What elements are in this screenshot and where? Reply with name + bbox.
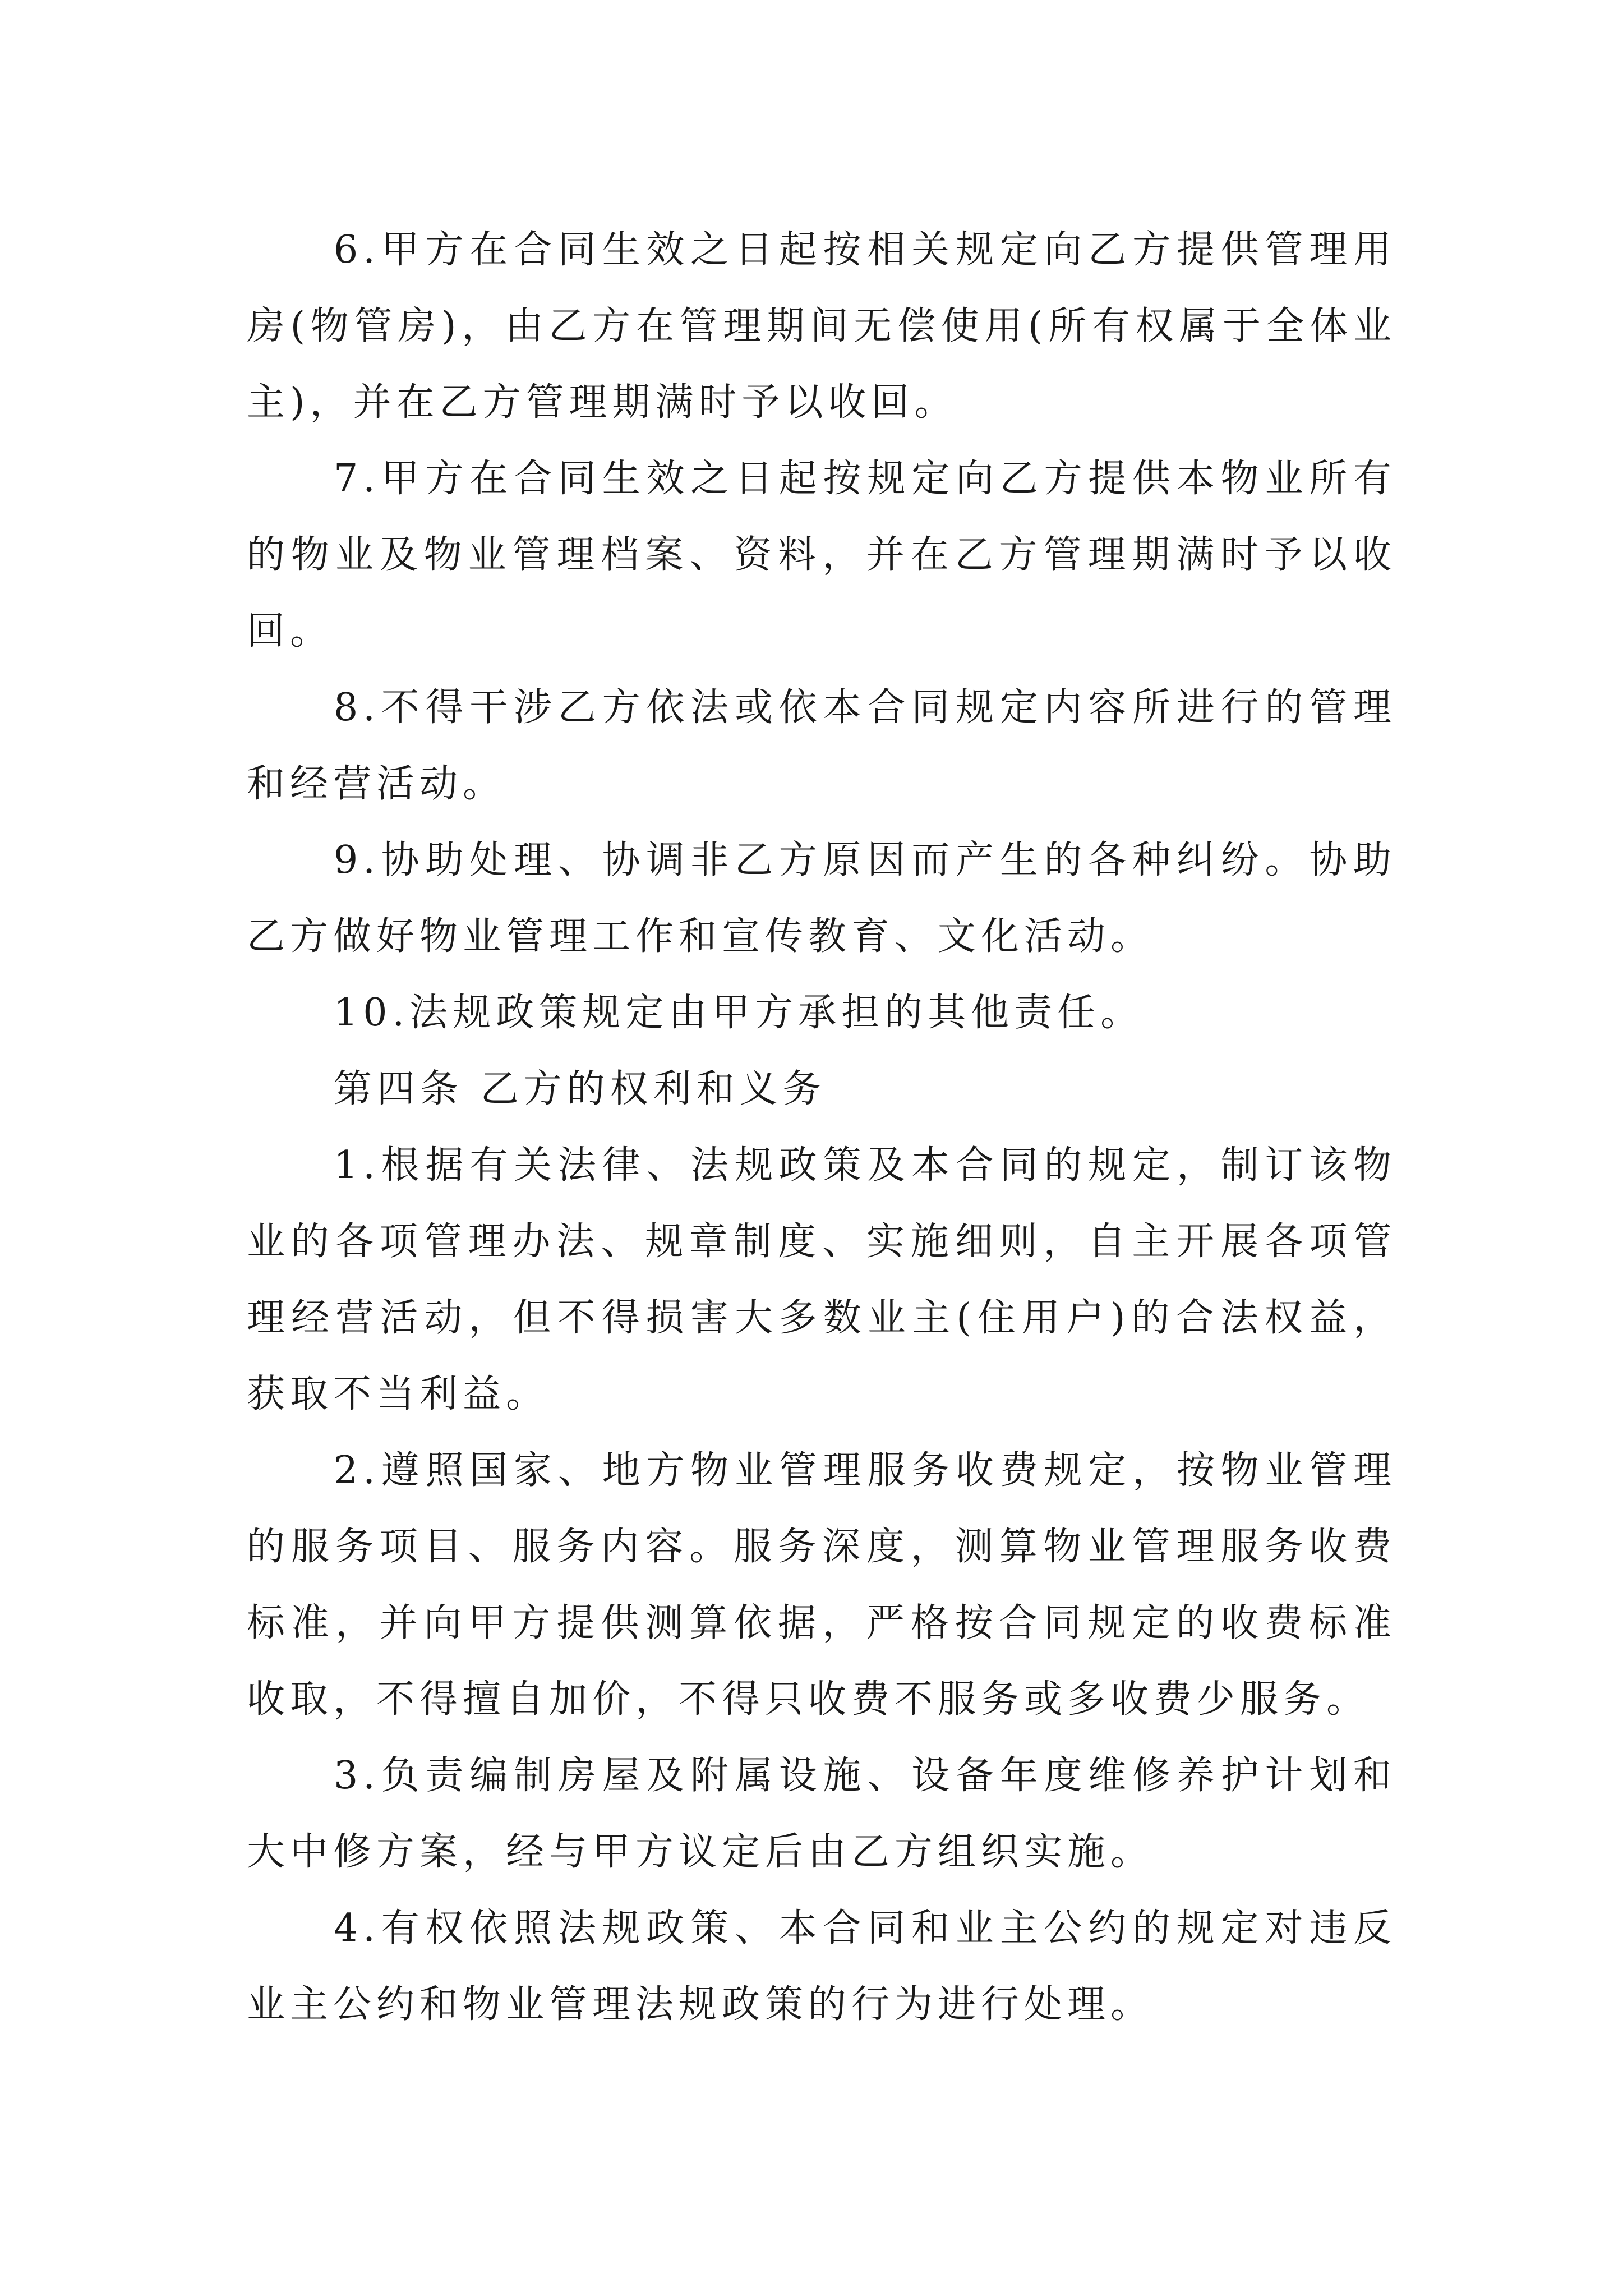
clause-paragraph-10: 10.法规政策规定由甲方承担的其他责任。 xyxy=(334,991,1144,1035)
clause-paragraph-b3: 3.负责编制房屋及附属设施、设备年度维修养护计划和大中修方案，经与甲方议定后由乙方组织实施。 xyxy=(247,1754,1396,1874)
document-body xyxy=(247,212,1396,2043)
clause-paragraph-b2: 2.遵照国家、地方物业管理服务收费规定，按物业管理的服务项目、服务内容。服务深度，测算物业管理服务收费标准，并向甲方提供测算依据，严格按合同规定的收费标准收取，不得擅自加价，不得只收费不服务或多收费少服务。 xyxy=(247,1448,1396,1722)
clause-paragraph-7: 7.甲方在合同生效之日起按规定向乙方提供本物业所有的物业及物业管理档案、资料，并在乙方管理期满时予以收回。 xyxy=(247,457,1396,654)
clause-paragraph-9: 9.协助处理、协调非乙方原因而产生的各种纠纷。协助乙方做好物业管理工作和宣传教育、文化活动。 xyxy=(247,838,1396,959)
article-four-heading: 第四条 乙方的权利和义务 xyxy=(334,1067,826,1111)
clause-paragraph-6: 6.甲方在合同生效之日起按相关规定向乙方提供管理用房(物管房)，由乙方在管理期间无偿使用(所有权属于全体业主)，并在乙方管理期满时予以收回。 xyxy=(247,228,1396,425)
clause-paragraph-8: 8.不得干涉乙方依法或依本合同规定内容所进行的管理和经营活动。 xyxy=(247,685,1396,806)
clause-paragraph-b1: 1.根据有关法律、法规政策及本合同的规定，制订该物业的各项管理办法、规章制度、实施细则，自主开展各项管理经营活动，但不得损害大多数业主(住用户)的合法权益，获取不当利益。 xyxy=(247,1143,1396,1416)
clause-paragraph-b4: 4.有权依照法规政策、本合同和业主公约的规定对违反业主公约和物业管理法规政策的行为进行处理。 xyxy=(247,1906,1396,2027)
